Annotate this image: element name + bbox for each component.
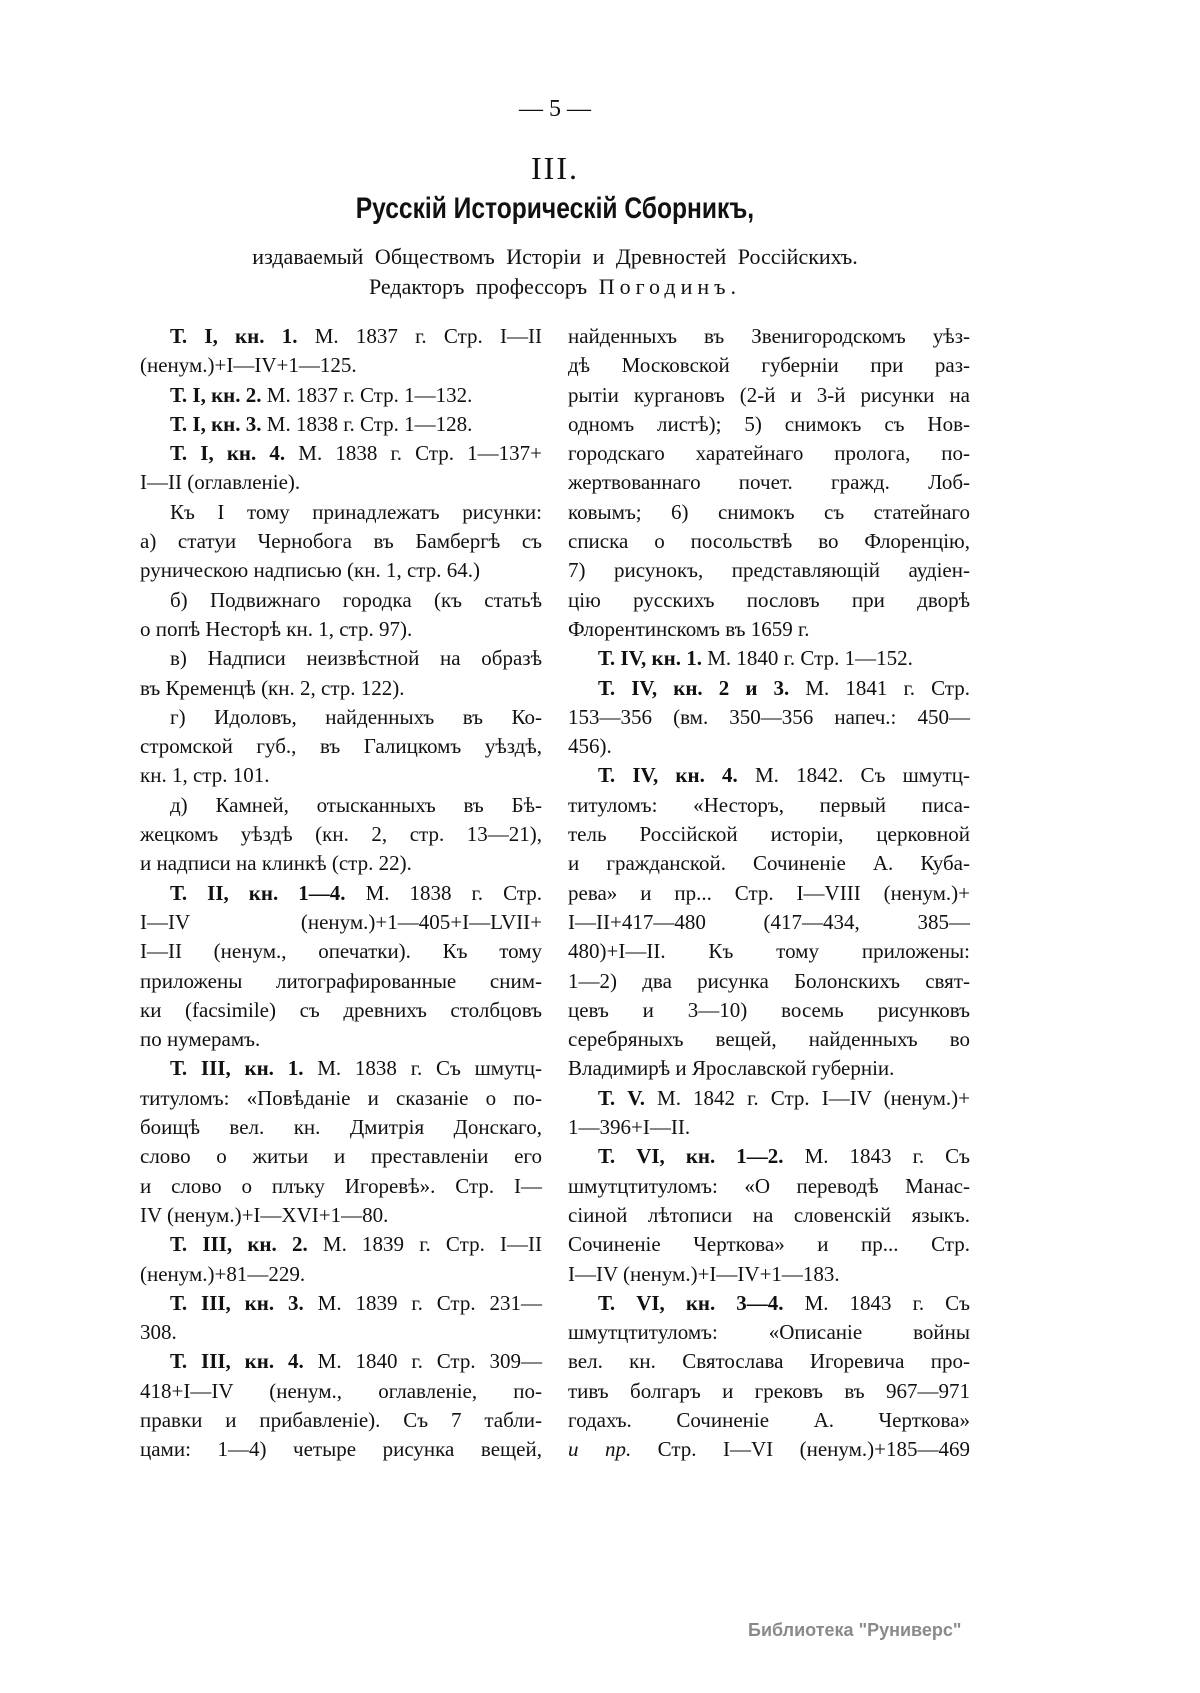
line-text: о попѣ Несторѣ кн. 1, стр. 97). [140, 616, 413, 641]
text-line [140, 967, 542, 996]
text-line [140, 468, 542, 497]
entry-paragraph [140, 703, 542, 791]
text-line [568, 674, 970, 703]
line-text: и слово о плъку Игоревѣ». Стр. I— [140, 1173, 542, 1198]
line-text: М. 1843 г. Съ [783, 1144, 970, 1169]
line-text: кн. 1, стр. 101. [140, 763, 270, 788]
text-line [568, 1435, 970, 1464]
text-line [140, 586, 542, 615]
editor-name: Погодинъ. [598, 274, 742, 299]
line-text: а) статуи Чернобога въ Бамбергѣ съ [140, 529, 542, 554]
line-text: ковымъ; 6) снимокъ съ статейнаго [568, 499, 970, 524]
text-line [140, 820, 542, 849]
text-line [140, 1406, 542, 1435]
volume-label: Т. III, кн. 3. [170, 1290, 304, 1315]
line-text: М. 1842. Съ шмутц- [737, 763, 970, 788]
text-line [568, 879, 970, 908]
line-text: тель Россійской исторіи, церковной [568, 822, 970, 847]
entry-paragraph [568, 674, 970, 762]
italic-text: и пр. [568, 1437, 632, 1462]
line-text: (ненум.)+I—IV+1—125. [140, 353, 357, 378]
subtitle-editor [0, 274, 1110, 300]
text-line [568, 1230, 970, 1259]
line-text: найденныхъ въ Звенигородскомъ уѣз- [568, 324, 970, 348]
line-text: дѣ Московской губерніи при раз- [568, 353, 970, 378]
line-text: I—II (оглавленіе). [140, 470, 301, 495]
line-text: 1—396+I—II. [568, 1115, 691, 1140]
text-line [568, 1318, 970, 1347]
text-line [140, 1172, 542, 1201]
volume-label: Т. IV, кн. 4. [598, 763, 738, 788]
text-line [140, 351, 542, 380]
line-text: списка о посольствѣ во Флоренцію, [568, 529, 970, 554]
volume-label: Т. VI, кн. 1—2. [598, 1144, 784, 1169]
line-text: М. 1838 г. Стр. 1—137+ [285, 441, 542, 466]
text-line [568, 1113, 970, 1142]
text-line [568, 1347, 970, 1376]
line-text: одномъ листѣ); 5) снимокъ съ Нов- [568, 411, 970, 436]
text-line [140, 1318, 542, 1347]
text-line [140, 1084, 542, 1113]
entry-paragraph [140, 410, 542, 439]
entry-paragraph [568, 761, 970, 1083]
line-text: слово о житьи и преставленіи его [140, 1144, 542, 1169]
text-line [140, 849, 542, 878]
text-line [140, 703, 542, 732]
entry-paragraph [568, 322, 970, 644]
text-line [568, 967, 970, 996]
text-line [568, 937, 970, 966]
section-number: III. [531, 150, 579, 186]
volume-label: Т. I, кн. 3. [170, 411, 262, 436]
entry-paragraph [140, 1347, 542, 1464]
text-line [568, 703, 970, 732]
text-line [568, 1054, 970, 1083]
volume-label: Т. III, кн. 1. [170, 1056, 304, 1081]
volume-label: Т. IV, кн. 1. [598, 646, 702, 671]
line-text: М. 1843 г. Съ [783, 1290, 970, 1315]
line-text: жертвованнаго почет. гражд. Лоб- [568, 470, 970, 495]
text-line [568, 1377, 970, 1406]
text-line [568, 791, 970, 820]
line-text: Сочиненіе Черткова» и пр... Стр. [568, 1232, 970, 1257]
line-text: М. 1838 г. Стр. [345, 880, 542, 905]
text-line [568, 1025, 970, 1054]
line-text: М. 1839 г. Стр. I—II [307, 1232, 543, 1257]
text-line [140, 908, 542, 937]
entry-paragraph [140, 439, 542, 498]
text-line [568, 351, 970, 380]
text-line [140, 439, 542, 468]
subtitle-publisher: издаваемый Обществомъ Исторіи и Древностей Россійскихъ. [252, 244, 858, 269]
line-text: М. 1840 г. Стр. 309— [303, 1349, 542, 1374]
line-text: М. 1838 г. Стр. 1—128. [261, 411, 473, 436]
text-line [568, 498, 970, 527]
text-line [140, 761, 542, 790]
text-line [140, 1435, 542, 1464]
text-line [568, 1406, 970, 1435]
line-text: шмутцтитуломъ: «Описаніе войны [568, 1320, 970, 1345]
text-line [140, 1142, 542, 1171]
text-line [568, 439, 970, 468]
line-text: М. 1839 г. Стр. 231— [303, 1290, 542, 1315]
volume-label: Т. VI, кн. 3—4. [598, 1290, 784, 1315]
entry-paragraph [140, 1230, 542, 1289]
volume-label: Т. II, кн. 1—4. [170, 880, 346, 905]
text-line [140, 791, 542, 820]
volume-label: Т. III, кн. 4. [170, 1349, 304, 1374]
line-text: титуломъ: «Повѣданіе и сказаніе о по- [140, 1085, 542, 1110]
entry-paragraph [140, 879, 542, 1055]
line-text: 308. [140, 1320, 177, 1345]
line-text: приложены литографированные сним- [140, 968, 542, 993]
text-line [140, 498, 542, 527]
text-line [568, 527, 970, 556]
text-line [140, 1201, 542, 1230]
text-line [568, 556, 970, 585]
text-line [568, 761, 970, 790]
text-line [568, 381, 970, 410]
text-line [140, 937, 542, 966]
text-line [568, 644, 970, 673]
entry-paragraph [140, 644, 542, 703]
line-text: въ Кременцѣ (кн. 2, стр. 122). [140, 675, 405, 700]
volume-label: Т. I, кн. 1. [170, 324, 298, 348]
library-watermark: Библиотека "Руниверс" [748, 1620, 962, 1640]
text-line [140, 381, 542, 410]
text-line [568, 820, 970, 849]
line-text: IV (ненум.)+I—XVI+1—80. [140, 1202, 389, 1227]
text-line [568, 1289, 970, 1318]
line-text: жецкомъ уѣздѣ (кн. 2, стр. 13—21), [140, 822, 542, 847]
line-text: 456). [568, 734, 612, 759]
line-text: стромской губ., въ Галицкомъ уѣздѣ, [140, 734, 542, 759]
line-text: цевъ и 3—10) восемь рисунковъ [568, 997, 970, 1022]
text-line [140, 674, 542, 703]
line-text: Флорентинскомъ въ 1659 г. [568, 616, 810, 641]
text-line [568, 732, 970, 761]
line-text: шмутцтитуломъ: «О переводѣ Манас- [568, 1173, 970, 1198]
text-line [140, 1113, 542, 1142]
text-line [568, 1201, 970, 1230]
line-text: рева» и пр... Стр. I—VIII (ненум.)+ [568, 880, 970, 905]
line-text: тивъ болгаръ и грековъ въ 967—971 [568, 1378, 970, 1403]
text-line [140, 556, 542, 585]
editor-label: Редакторъ профессоръ [368, 274, 588, 299]
volume-label: Т. I, кн. 2. [170, 382, 262, 407]
line-text: руническою надписью (кн. 1, стр. 64.) [140, 558, 480, 583]
text-line [568, 996, 970, 1025]
line-text: цію русскихъ пословъ при дворѣ [568, 587, 970, 612]
line-text: годахъ. Сочиненіе А. Черткова» [568, 1407, 970, 1432]
line-text: титуломъ: «Несторъ, первый писа- [568, 792, 970, 817]
text-line [140, 1025, 542, 1054]
entry-paragraph [568, 1289, 970, 1465]
line-text: сіиной лѣтописи на словенскій языкъ. [568, 1202, 970, 1227]
line-text: и надписи на клинкѣ (стр. 22). [140, 851, 412, 876]
text-line [140, 1054, 542, 1083]
line-text: Къ I тому принадлежатъ рисунки: [170, 499, 542, 524]
entry-paragraph [140, 791, 542, 879]
line-text: и гражданской. Сочиненіе А. Куба- [568, 851, 970, 876]
entry-paragraph [140, 322, 542, 381]
line-text: I—IV (ненум.)+1—405+I—LVII+ [140, 909, 542, 934]
text-line [140, 615, 542, 644]
line-text: М. 1842 г. Стр. I—IV (ненум.)+ [644, 1085, 970, 1110]
text-line [568, 908, 970, 937]
text-line [568, 1142, 970, 1171]
entry-paragraph [140, 498, 542, 586]
text-line [140, 996, 542, 1025]
line-text: цами: 1—4) четыре рисунка вещей, [140, 1437, 542, 1462]
line-text: рытіи кургановъ (2-й и 3-й рисунки на [568, 382, 970, 407]
volume-label: Т. IV, кн. 2 и 3. [598, 675, 790, 700]
line-text: I—II+417—480 (417—434, 385— [568, 909, 970, 934]
page-number: — 5 — [519, 96, 591, 122]
text-line [568, 1260, 970, 1289]
text-line [140, 1260, 542, 1289]
line-text: б) Подвижнаго городка (къ статьѣ [170, 587, 542, 612]
volume-label: Т. V. [598, 1085, 645, 1110]
line-text: городскаго харатейнаго пролога, по- [568, 441, 970, 466]
line-text: I—IV (ненум.)+I—IV+1—183. [568, 1261, 840, 1286]
text-line [140, 1347, 542, 1376]
text-line [568, 468, 970, 497]
entry-paragraph [568, 1084, 970, 1143]
line-text: 418+I—IV (ненум., оглавленіе, по- [140, 1378, 542, 1403]
line-text: г) Идоловъ, найденныхъ въ Ко- [170, 704, 542, 729]
text-line [140, 1230, 542, 1259]
entry-paragraph [140, 381, 542, 410]
line-text: 1—2) два рисунка Болонскихъ свят- [568, 968, 970, 993]
line-text: 7) рисунокъ, представляющій аудіен- [568, 558, 970, 583]
line-text: М. 1837 г. Стр. I—II [297, 324, 543, 348]
line-text: 480)+I—II. Къ тому приложены: [568, 939, 970, 964]
line-text: М. 1840 г. Стр. 1—152. [702, 646, 913, 671]
text-line [140, 322, 542, 351]
entry-paragraph [568, 644, 970, 673]
text-line [140, 410, 542, 439]
line-text: (ненум.)+81—229. [140, 1261, 306, 1286]
text-line [568, 1084, 970, 1113]
column-left [140, 322, 542, 1465]
column-right [568, 322, 970, 1465]
line-text: серебряныхъ вещей, найденныхъ во [568, 1027, 970, 1052]
title-text: Русскій Историческій Сборникъ, [355, 192, 755, 225]
text-line [140, 1377, 542, 1406]
text-line [568, 410, 970, 439]
text-line [140, 1289, 542, 1318]
volume-label: Т. I, кн. 4. [170, 441, 286, 466]
text-line [140, 644, 542, 673]
line-text: М. 1837 г. Стр. 1—132. [261, 382, 473, 407]
line-text: 153—356 (вм. 350—356 напеч.: 450— [568, 704, 970, 729]
line-text: Владимирѣ и Ярославской губерніи. [568, 1056, 895, 1081]
line-text: I—II (ненум., опечатки). Къ тому [140, 939, 542, 964]
volume-label: Т. III, кн. 2. [170, 1232, 308, 1257]
text-line [140, 732, 542, 761]
line-text: Стр. I—VI (ненум.)+185—469 [631, 1437, 970, 1462]
text-line [568, 615, 970, 644]
page-title [0, 192, 1110, 226]
line-text: ки (facsimile) съ древнихъ столбцовъ [140, 997, 542, 1022]
entry-paragraph [140, 1054, 542, 1230]
line-text: в) Надписи неизвѣстной на образѣ [170, 646, 542, 671]
line-text: д) Камней, отысканныхъ въ Бѣ- [170, 792, 542, 817]
line-text: М. 1841 г. Стр. [789, 675, 970, 700]
text-line [568, 586, 970, 615]
entry-paragraph [568, 1142, 970, 1288]
text-line [568, 1172, 970, 1201]
line-text: правки и прибавленіе). Съ 7 табли- [140, 1407, 542, 1432]
line-text: боищѣ вел. кн. Дмитрія Донскаго, [140, 1115, 542, 1140]
entry-paragraph [140, 586, 542, 645]
text-line [140, 527, 542, 556]
text-line [568, 322, 970, 351]
line-text: М. 1838 г. Съ шмутц- [303, 1056, 542, 1081]
line-text: вел. кн. Святослава Игоревича про- [568, 1349, 970, 1374]
text-line [568, 849, 970, 878]
text-line [140, 879, 542, 908]
entry-paragraph [140, 1289, 542, 1348]
line-text: по нумерамъ. [140, 1027, 261, 1052]
